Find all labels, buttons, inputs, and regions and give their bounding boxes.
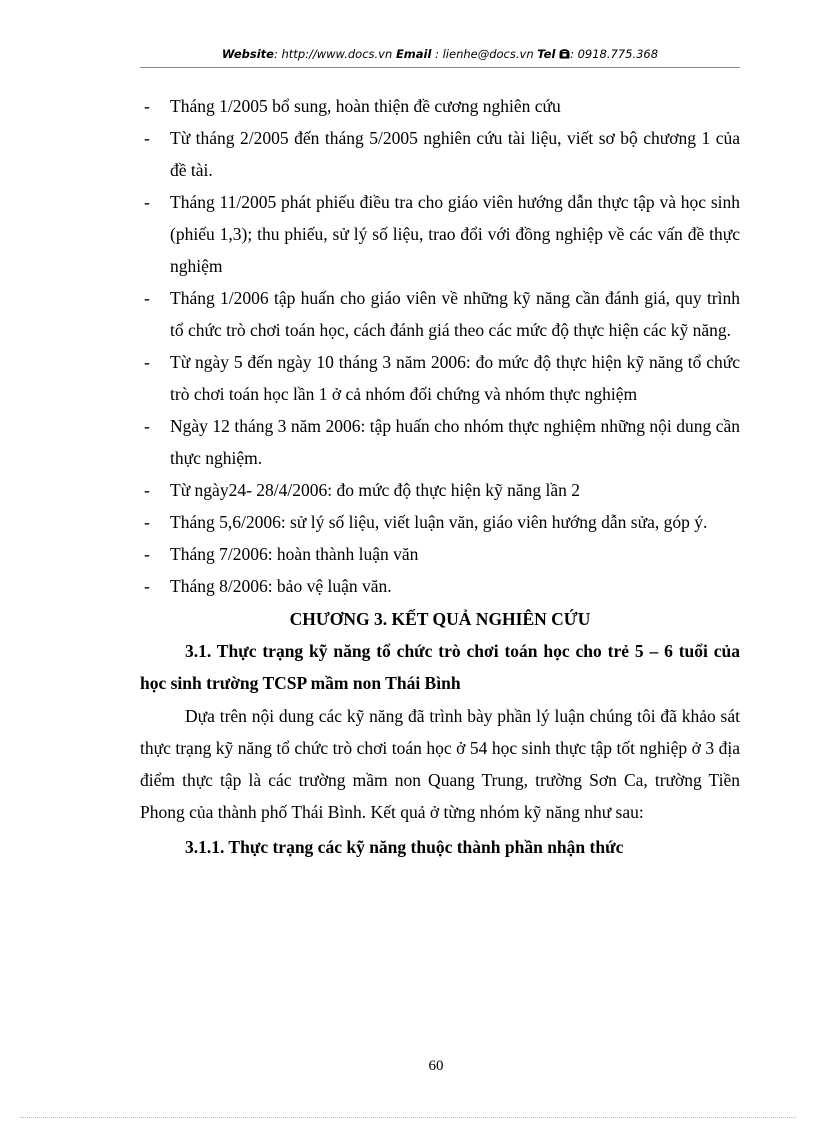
list-item-text: Ngày 12 tháng 3 năm 2006: tập huấn cho nhóm thực nghiệm những nội dung cần thực nghiệm. — [170, 416, 740, 468]
page-header — [140, 47, 740, 61]
subsection-heading: 3.1.1. Thực trạng các kỹ năng thuộc thành phần nhận thức — [185, 837, 624, 857]
list-item — [140, 346, 740, 410]
list-item — [140, 506, 740, 538]
list-item — [140, 122, 740, 186]
bullet-marker: - — [144, 192, 150, 212]
email-label: Email — [395, 47, 432, 61]
bullet-marker: - — [144, 352, 150, 372]
list-item-text: Tháng 8/2006: bảo vệ luận văn. — [170, 576, 392, 596]
bullet-marker: - — [144, 416, 150, 436]
list-item-text: Tháng 5,6/2006: sử lý số liệu, viết luận văn, giáo viên hướng dẫn sửa, góp ý. — [170, 512, 708, 532]
bottom-divider — [20, 1117, 796, 1118]
website-label: Website — [221, 47, 274, 61]
tel-label: Tel — [537, 47, 556, 61]
bullet-marker: - — [144, 512, 150, 532]
list-item — [140, 186, 740, 282]
website-value: : http://www.docs.vn — [273, 47, 393, 61]
list-item-text: Từ ngày 5 đến ngày 10 tháng 3 năm 2006: đo mức độ thực hiện kỹ năng tổ chức trò chơi toán học lần 1 ở cả nhóm đối chứng và nhóm thực nghiệm — [170, 352, 740, 404]
bullet-marker: - — [144, 544, 150, 564]
list-item-text: Tháng 11/2005 phát phiếu điều tra cho giáo viên hướng dẫn thực tập và học sinh (phiếu 1,3); thu phiếu, sử lý số liệu, trao đổi với đồng nghiệp về các vấn đề thực nghiệm — [170, 192, 740, 276]
list-item — [140, 282, 740, 346]
bullet-marker: - — [144, 128, 150, 148]
email-value: : lienhe@docs.vn — [435, 47, 534, 61]
tel-value: : 0918.775.368 — [570, 47, 659, 61]
list-item-text: Tháng 7/2006: hoàn thành luận văn — [170, 544, 419, 564]
bullet-marker: - — [144, 288, 150, 308]
list-item-text: Từ tháng 2/2005 đến tháng 5/2005 nghiên cứu tài liệu, viết sơ bộ chương 1 của đề tài. — [170, 128, 740, 180]
list-item-text: Tháng 1/2005 bổ sung, hoàn thiện đề cương nghiên cứu — [170, 96, 561, 116]
body-paragraph: Dựa trên nội dung các kỹ năng đã trình bày phần lý luận chúng tôi đã khảo sát thực trạng kỹ năng tổ chức trò chơi toán học ở 54 học sinh thực tập tốt nghiệp ở 3 địa điểm thực tập là các trường mầm non Quang Trung, trường Sơn Ca, trường Tiền Phong của thành phố Thái Bình. Kết quả ở từng nhóm kỹ năng như sau: — [140, 706, 740, 822]
list-item — [140, 474, 740, 506]
schedule-list — [140, 90, 740, 602]
list-item — [140, 410, 740, 474]
list-item-text: Tháng 1/2006 tập huấn cho giáo viên về những kỹ năng cần đánh giá, quy trình tổ chức trò chơi toán học, cách đánh giá theo các mức độ thực hiện các kỹ năng. — [170, 288, 740, 340]
list-item — [140, 90, 740, 122]
page-content — [140, 90, 740, 863]
list-item — [140, 570, 740, 602]
page-number: 60 — [428, 1058, 444, 1074]
bullet-marker: - — [144, 480, 150, 500]
bullet-marker: - — [144, 96, 150, 116]
chapter-title: CHƯƠNG 3. KẾT QUẢ NGHIÊN CỨU — [289, 609, 591, 629]
bullet-marker: - — [144, 576, 150, 596]
phone-icon — [559, 47, 570, 61]
section-heading: 3.1. Thực trạng kỹ năng tổ chức trò chơi toán học cho trẻ 5 – 6 tuổi của học sinh trường TCSP mầm non Thái Bình — [140, 641, 740, 693]
list-item — [140, 538, 740, 570]
header-divider — [140, 67, 740, 68]
list-item-text: Từ ngày24- 28/4/2006: đo mức độ thực hiện kỹ năng lần 2 — [170, 480, 580, 500]
